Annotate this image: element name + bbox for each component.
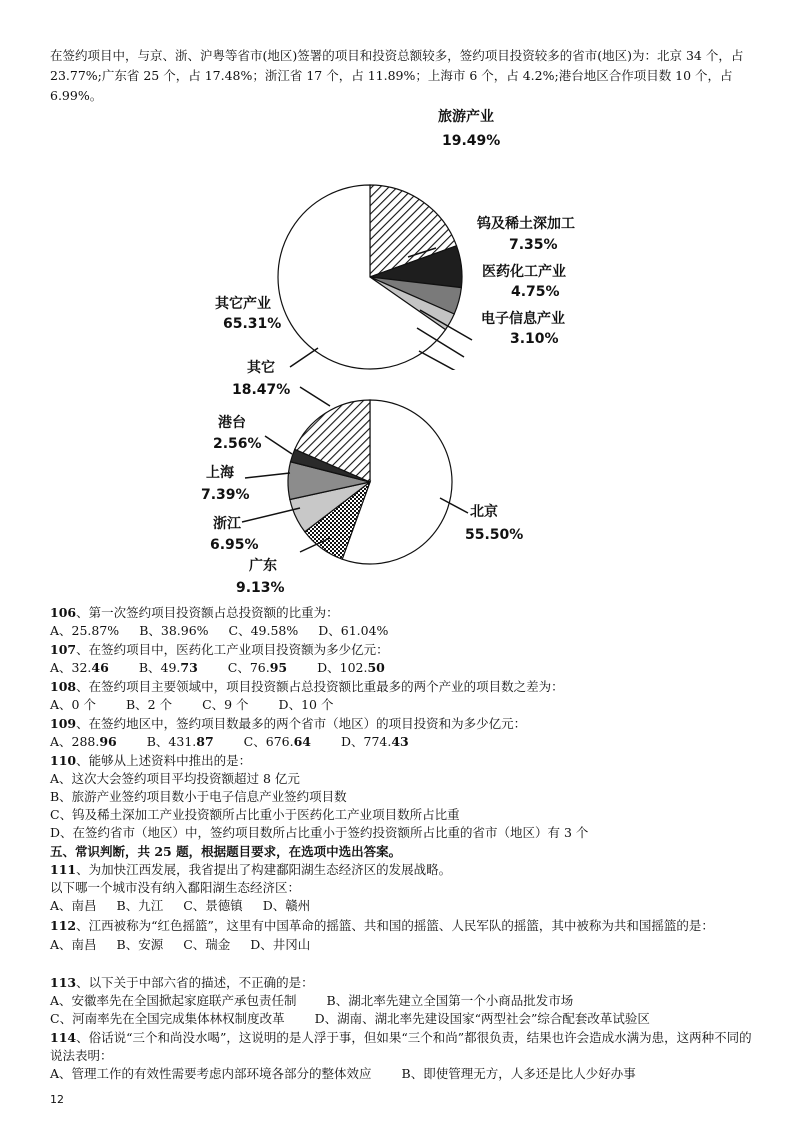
region-pie-chart — [0, 356, 800, 600]
intro-paragraph: 在签约项目中，与京、浙、沪粤等省市(地区)签署的项目和投资总额较多，签约项目投资较多的省市(地区)为：北京 34 个，占 23.77%;广东省 25 个，占 17.48%；浙江省 17 个，占 11.89%；上海市 6 个，占 4.2%;港台地区合作项目数 10 个，占 6.99%。 — [50, 48, 744, 103]
option-c: C、瑞金 — [183, 937, 231, 952]
slice-label-name: 钨及稀土深加工 — [477, 216, 575, 232]
question-110 — [50, 752, 762, 842]
option-b: B、安源 — [116, 937, 164, 952]
question-text: 、俗话说“三个和尚没水喝”，这说明的是人浮于事，但如果“三个和尚”都很负责，结果也许会造成水满为患，这两种不同的说法表明： — [50, 1030, 752, 1063]
question-number: 111 — [50, 862, 77, 877]
slice-label-value: 19.49% — [442, 133, 501, 149]
option-b: B、湖北率先建立全国第一个小商品批发市场 — [326, 993, 574, 1008]
slice-label-value: 55.50% — [465, 527, 524, 543]
question-number: 112 — [50, 918, 77, 933]
option-d: D、102.50 — [317, 660, 385, 675]
option-c: C、钨及稀土深加工产业投资额所占比重小于医药化工产业项目数所占比重 — [50, 807, 460, 822]
option-b: B、431.87 — [146, 734, 214, 749]
question-number: 114 — [50, 1030, 77, 1045]
option-d: D、赣州 — [262, 898, 311, 913]
option-a: A、南昌 — [50, 937, 97, 952]
option-a: A、0 个 — [50, 697, 96, 712]
option-b: B、九江 — [116, 898, 164, 913]
question-number: 109 — [50, 716, 77, 731]
option-d: D、井冈山 — [250, 937, 311, 952]
question-107 — [50, 641, 762, 677]
slice-label-value: 7.35% — [509, 237, 558, 253]
option-a: A、25.87% — [50, 623, 120, 638]
option-c: C、676.64 — [243, 734, 311, 749]
page-number: 12 — [50, 1093, 64, 1106]
option-b: B、49.73 — [138, 660, 198, 675]
option-b: B、旅游产业签约项目数小于电子信息产业签约项目数 — [50, 789, 347, 804]
question-number: 106 — [50, 605, 77, 620]
option-c: C、9 个 — [202, 697, 249, 712]
question-number: 110 — [50, 753, 77, 768]
slice-label-name: 其它产业 — [215, 296, 271, 312]
question-text: 、能够从上述资料中推出的是： — [76, 753, 252, 768]
question-text: 、在签约地区中，签约项目数最多的两个省市（地区）的项目投资和为多少亿元： — [76, 716, 527, 731]
question-subtext: 以下哪一个城市没有纳入鄱阳湖生态经济区： — [50, 880, 301, 895]
slice-label-value: 4.75% — [511, 284, 560, 300]
option-a: A、管理工作的有效性需要考虑内部环境各部分的整体效应 — [50, 1066, 372, 1081]
option-c: C、河南率先在全国完成集体林权制度改革 — [50, 1011, 285, 1026]
option-b: B、2 个 — [125, 697, 173, 712]
slice-label-value: 3.10% — [510, 331, 559, 347]
option-d: D、61.04% — [318, 623, 389, 638]
slice-label-name: 电子信息产业 — [481, 311, 565, 327]
option-b: B、即使管理无方，人多还是比人少好办事 — [401, 1066, 636, 1081]
question-text: 、在签约项目中，医药化工产业项目投资额为多少亿元： — [76, 642, 389, 657]
option-d: D、湖南、湖北率先建设国家“两型社会”综合配套改革试验区 — [314, 1011, 650, 1026]
question-text: 、第一次签约项目投资额占总投资额的比重为： — [76, 605, 339, 620]
section-title: 五、常识判断，共 25 题，根据题目要求，在选项中选出答案。 — [50, 844, 402, 859]
question-number: 108 — [50, 679, 77, 694]
option-c: C、76.95 — [227, 660, 288, 675]
slice-label-value: 9.13% — [236, 580, 285, 596]
slice-label-value: 2.56% — [213, 436, 262, 452]
option-a: A、安徽率先在全国掀起家庭联产承包责任制 — [50, 993, 297, 1008]
option-c: C、景德镇 — [183, 898, 243, 913]
slice-label-value: 18.47% — [232, 382, 291, 398]
question-108 — [50, 678, 762, 714]
question-text: 、在签约项目主要领域中，项目投资额占总投资额比重最多的两个产业的项目数之差为： — [76, 679, 564, 694]
question-number: 113 — [50, 975, 77, 990]
option-a: A、288.96 — [50, 734, 117, 749]
question-text: 、为加快江西发展，我省提出了构建鄱阳湖生态经济区的发展战略。 — [76, 862, 452, 877]
slice-label-name: 北京 — [470, 504, 498, 520]
slice-label-name: 广东 — [249, 558, 277, 574]
question-114 — [50, 1029, 762, 1083]
slice-label-name: 医药化工产业 — [482, 264, 566, 280]
slice-label-name: 上海 — [206, 465, 234, 481]
question-112 — [50, 916, 762, 954]
option-a: A、南昌 — [50, 898, 97, 913]
slice-label-name: 港台 — [218, 415, 246, 431]
option-a: A、这次大会签约项目平均投资额超过 8 亿元 — [50, 771, 300, 786]
slice-label-value: 65.31% — [223, 316, 282, 332]
question-number: 107 — [50, 642, 77, 657]
question-111 — [50, 861, 762, 915]
option-c: C、49.58% — [228, 623, 299, 638]
question-text: 、以下关于中部六省的描述，不正确的是： — [76, 975, 314, 990]
question-106 — [50, 604, 762, 640]
option-a: A、32.46 — [50, 660, 109, 675]
option-d: D、在签约省市（地区）中，签约项目数所占比重小于签约投资额所占比重的省市（地区）有 3 个 — [50, 825, 589, 840]
slice-label-value: 7.39% — [201, 487, 250, 503]
option-d: D、774.43 — [340, 734, 409, 749]
slice-label-name: 浙江 — [213, 516, 241, 532]
industry-pie-chart — [0, 100, 800, 370]
question-113 — [50, 974, 762, 1028]
question-text: 、江西被称为“红色摇篮”，这里有中国革命的摇篮、共和国的摇篮、人民军队的摇篮，其中被称为共和国摇篮的是： — [76, 918, 714, 933]
option-b: B、38.96% — [139, 623, 209, 638]
question-109 — [50, 715, 762, 751]
slice-label-name: 旅游产业 — [438, 109, 494, 125]
slice-label-name: 其它 — [247, 360, 275, 376]
option-d: D、10 个 — [278, 697, 334, 712]
slice-label-value: 6.95% — [210, 537, 259, 553]
